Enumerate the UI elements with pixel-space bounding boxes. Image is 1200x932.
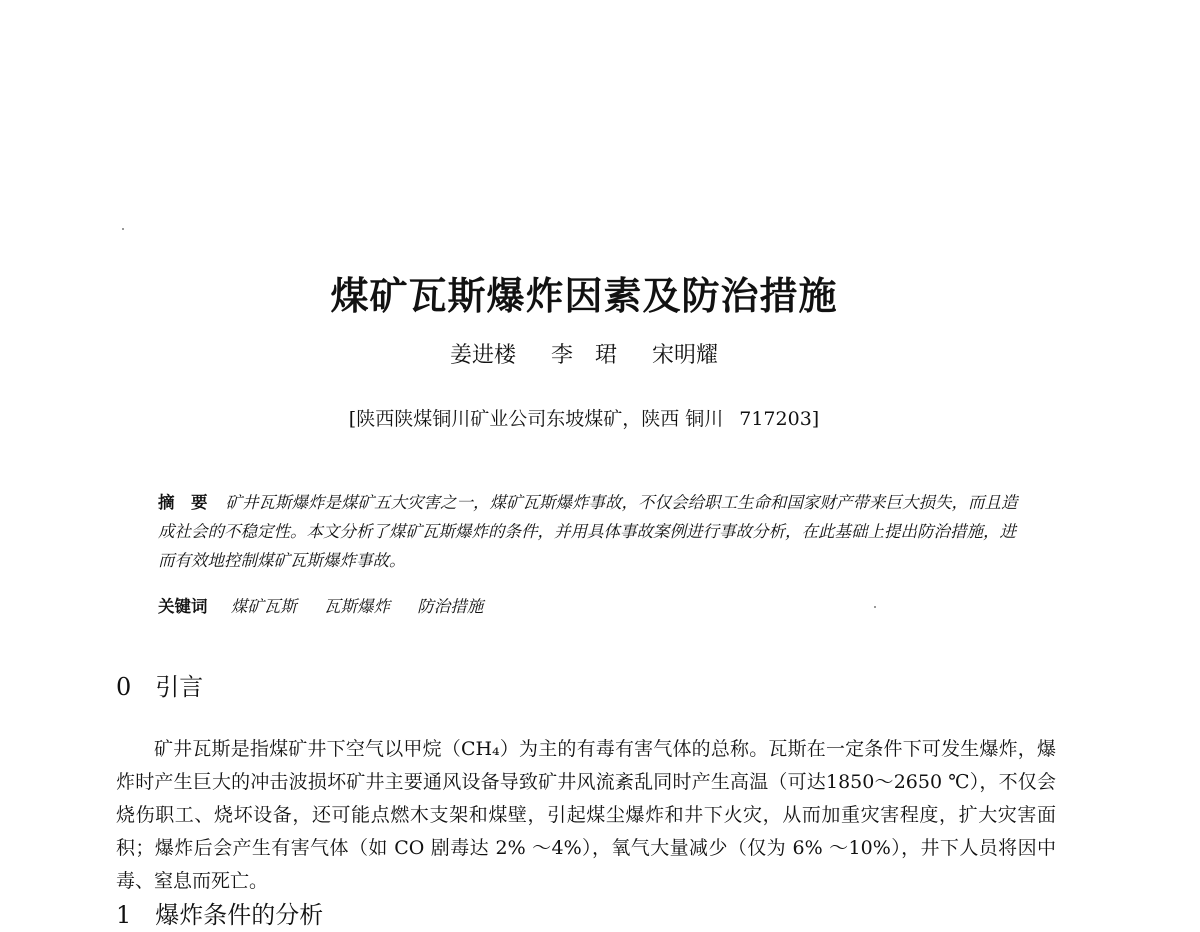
affiliation <box>0 404 1168 434</box>
author-list <box>0 340 1168 372</box>
section-number: 1 <box>116 901 132 929</box>
keywords-label: 关键词 <box>158 597 208 616</box>
paper-title: 煤矿瓦斯爆炸因素及防治措施 <box>330 274 838 319</box>
abstract <box>158 488 1028 575</box>
section-title: 爆炸条件的分析 <box>155 901 324 929</box>
keyword: 煤矿瓦斯 <box>230 597 297 616</box>
section-title: 引言 <box>155 673 204 701</box>
author-name: 宋明耀 <box>652 343 719 368</box>
section-heading-explosion-conditions <box>116 898 323 932</box>
author-name: 李 珺 <box>550 343 617 368</box>
section-heading-introduction <box>116 670 203 704</box>
affiliation-org: [陕西陕煤铜川矿业公司东坡煤矿，陕西 铜川 <box>348 408 724 430</box>
scan-speck <box>122 228 124 230</box>
keyword: 瓦斯爆炸 <box>324 597 390 616</box>
affiliation-postal-code: 717203] <box>739 408 820 430</box>
author-name: 姜进楼 <box>449 343 516 368</box>
abstract-label: 摘 要 <box>158 493 208 512</box>
section-number: 0 <box>116 673 132 701</box>
keywords <box>158 592 1028 621</box>
intro-paragraph: 矿井瓦斯是指煤矿井下空气以甲烷（CH₄）为主的有毒有害气体的总称。瓦斯在一定条件下可发生爆炸，爆炸时产生巨大的冲击波损坏矿井主要通风设备导致矿井风流紊乱同时产生高温（可达1850～2650 ℃），不仅会烧伤职工、烧坏设备，还可能点燃木支架和煤壁，引起煤尘爆炸和井下火灾，从而加重灾害程度，扩大灾害面积；爆炸后会产生有害气体（如 CO 剧毒达 2% ～4%），氧气大量减少（仅为 6% ～10%），井下人员将因中毒、窒息而死亡。 <box>116 738 1056 892</box>
abstract-text: 矿井瓦斯爆炸是煤矿五大灾害之一，煤矿瓦斯爆炸事故，不仅会给职工生命和国家财产带来巨大损失，而且造成社会的不稳定性。本文分析了煤矿瓦斯爆炸的条件，并用具体事故案例进行事故分析，在此基础上提出防治措施，进而有效地控制煤矿瓦斯爆炸事故。 <box>158 493 1018 570</box>
keyword: 防治措施 <box>417 597 484 616</box>
